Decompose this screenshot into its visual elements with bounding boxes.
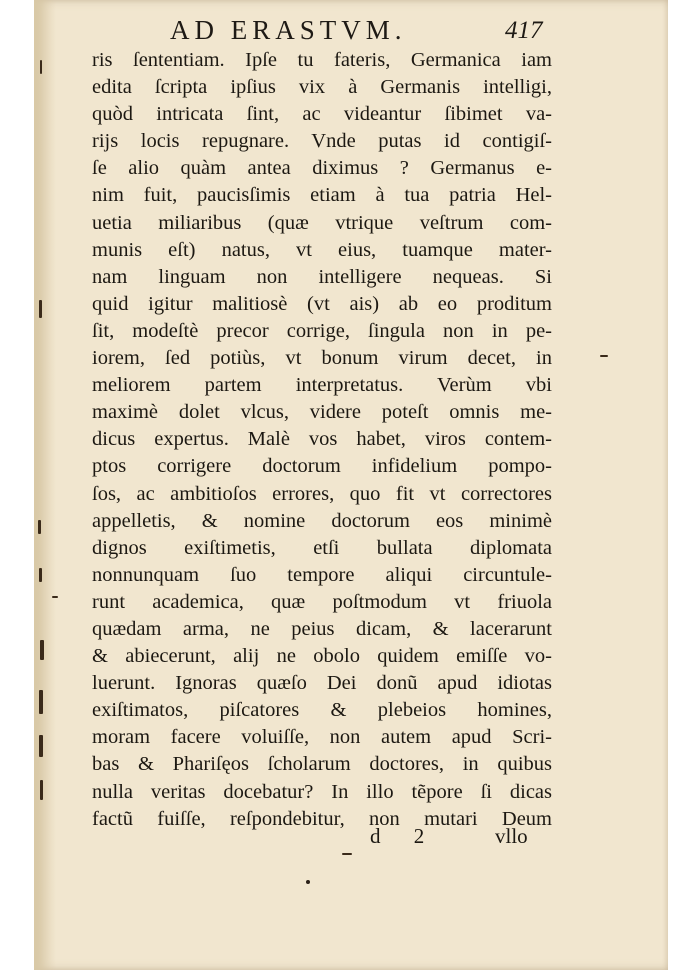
margin-mark [40, 640, 44, 660]
text-line: meliorem partem interpretatus. Verùm vbi [92, 374, 552, 397]
margin-mark [39, 735, 43, 757]
text-line: nulla veritas docebatur? In illo tẽpore ſi dicas [92, 780, 552, 803]
margin-mark [600, 355, 608, 357]
text-line: & abiecerunt, alij ne obolo quidem emiſſe vo- [92, 645, 552, 668]
margin-mark [40, 780, 43, 800]
text-line: quòd intricata ſint, ac videantur ſibimet va- [92, 103, 552, 126]
page-gutter-shadow [34, 0, 56, 970]
text-line: exiſtimatos, piſcatores & plebeios homines, [92, 699, 552, 722]
text-line: ris ſententiam. Ipſe tu fateris, Germanica iam [92, 49, 552, 71]
text-line: quid igitur malitiosè (vt ais) ab eo proditum [92, 292, 552, 315]
running-head: AD ERASTVM. [170, 15, 407, 45]
text-line: moram facere voluiſſe, non autem apud Scri- [92, 726, 552, 749]
text-line: nim fuit, paucisſimis etiam à tua patria Hel- [92, 184, 552, 207]
text-line: ſit, modeſtè precor corrige, ſingula non in pe- [92, 319, 552, 342]
text-line: ſos, ac ambitioſos errores, quo fit vt correctores [92, 482, 552, 505]
text-line: dicus expertus. Malè vos habet, viros contem- [92, 428, 552, 451]
margin-mark [39, 300, 42, 318]
text-line: appelletis, & nomine doctorum eos minimè [92, 509, 552, 532]
margin-mark [38, 520, 41, 534]
text-line: dignos exiſtimetis, etſi bullata diplomata [92, 536, 552, 559]
text-line: ptos corrigere doctorum infidelium pompo- [92, 455, 552, 478]
body-text [92, 47, 552, 833]
signature-mark: d 2 [370, 824, 439, 848]
text-line: quædam arma, ne peius dicam, & lacerarunt [92, 617, 552, 640]
ink-speck [342, 853, 352, 855]
text-line: factũ fuiſſe, reſpondebitur, non mutari Deum [92, 807, 552, 830]
text-line: runt academica, quæ poſtmodum vt friuola [92, 590, 552, 613]
catchword: vllo [495, 824, 528, 848]
page-number: 417 [505, 17, 543, 44]
text-line: nonnunquam ſuo tempore aliqui circuntule- [92, 563, 552, 586]
text-line: edita ſcripta ipſius vix à Germanis intelligi, [92, 76, 552, 99]
text-line: nam linguam non intelligere nequeas. Si [92, 265, 552, 288]
text-line: uetia miliaribus (quæ vtrique veſtrum com- [92, 211, 552, 234]
margin-mark [40, 60, 42, 74]
text-line: munis eſt) natus, vt eius, tuamque mater- [92, 238, 552, 261]
margin-mark [39, 690, 43, 714]
text-line: ſe alio quàm antea diximus ? Germanus e- [92, 157, 552, 180]
text-line: luerunt. Ignoras quæſo Dei donũ apud idiotas [92, 672, 552, 695]
text-line: iorem, ſed potiùs, vt bonum virum decet, in [92, 347, 552, 370]
margin-mark [39, 568, 42, 582]
ink-speck [306, 880, 310, 884]
text-line: maximè dolet vlcus, videre poteſt omnis me- [92, 401, 552, 424]
text-line: bas & Phariſęos ſcholarum doctores, in quibus [92, 753, 552, 776]
text-line: rijs locis repugnare. Vnde putas id contigiſ- [92, 130, 552, 153]
margin-mark [52, 596, 58, 598]
